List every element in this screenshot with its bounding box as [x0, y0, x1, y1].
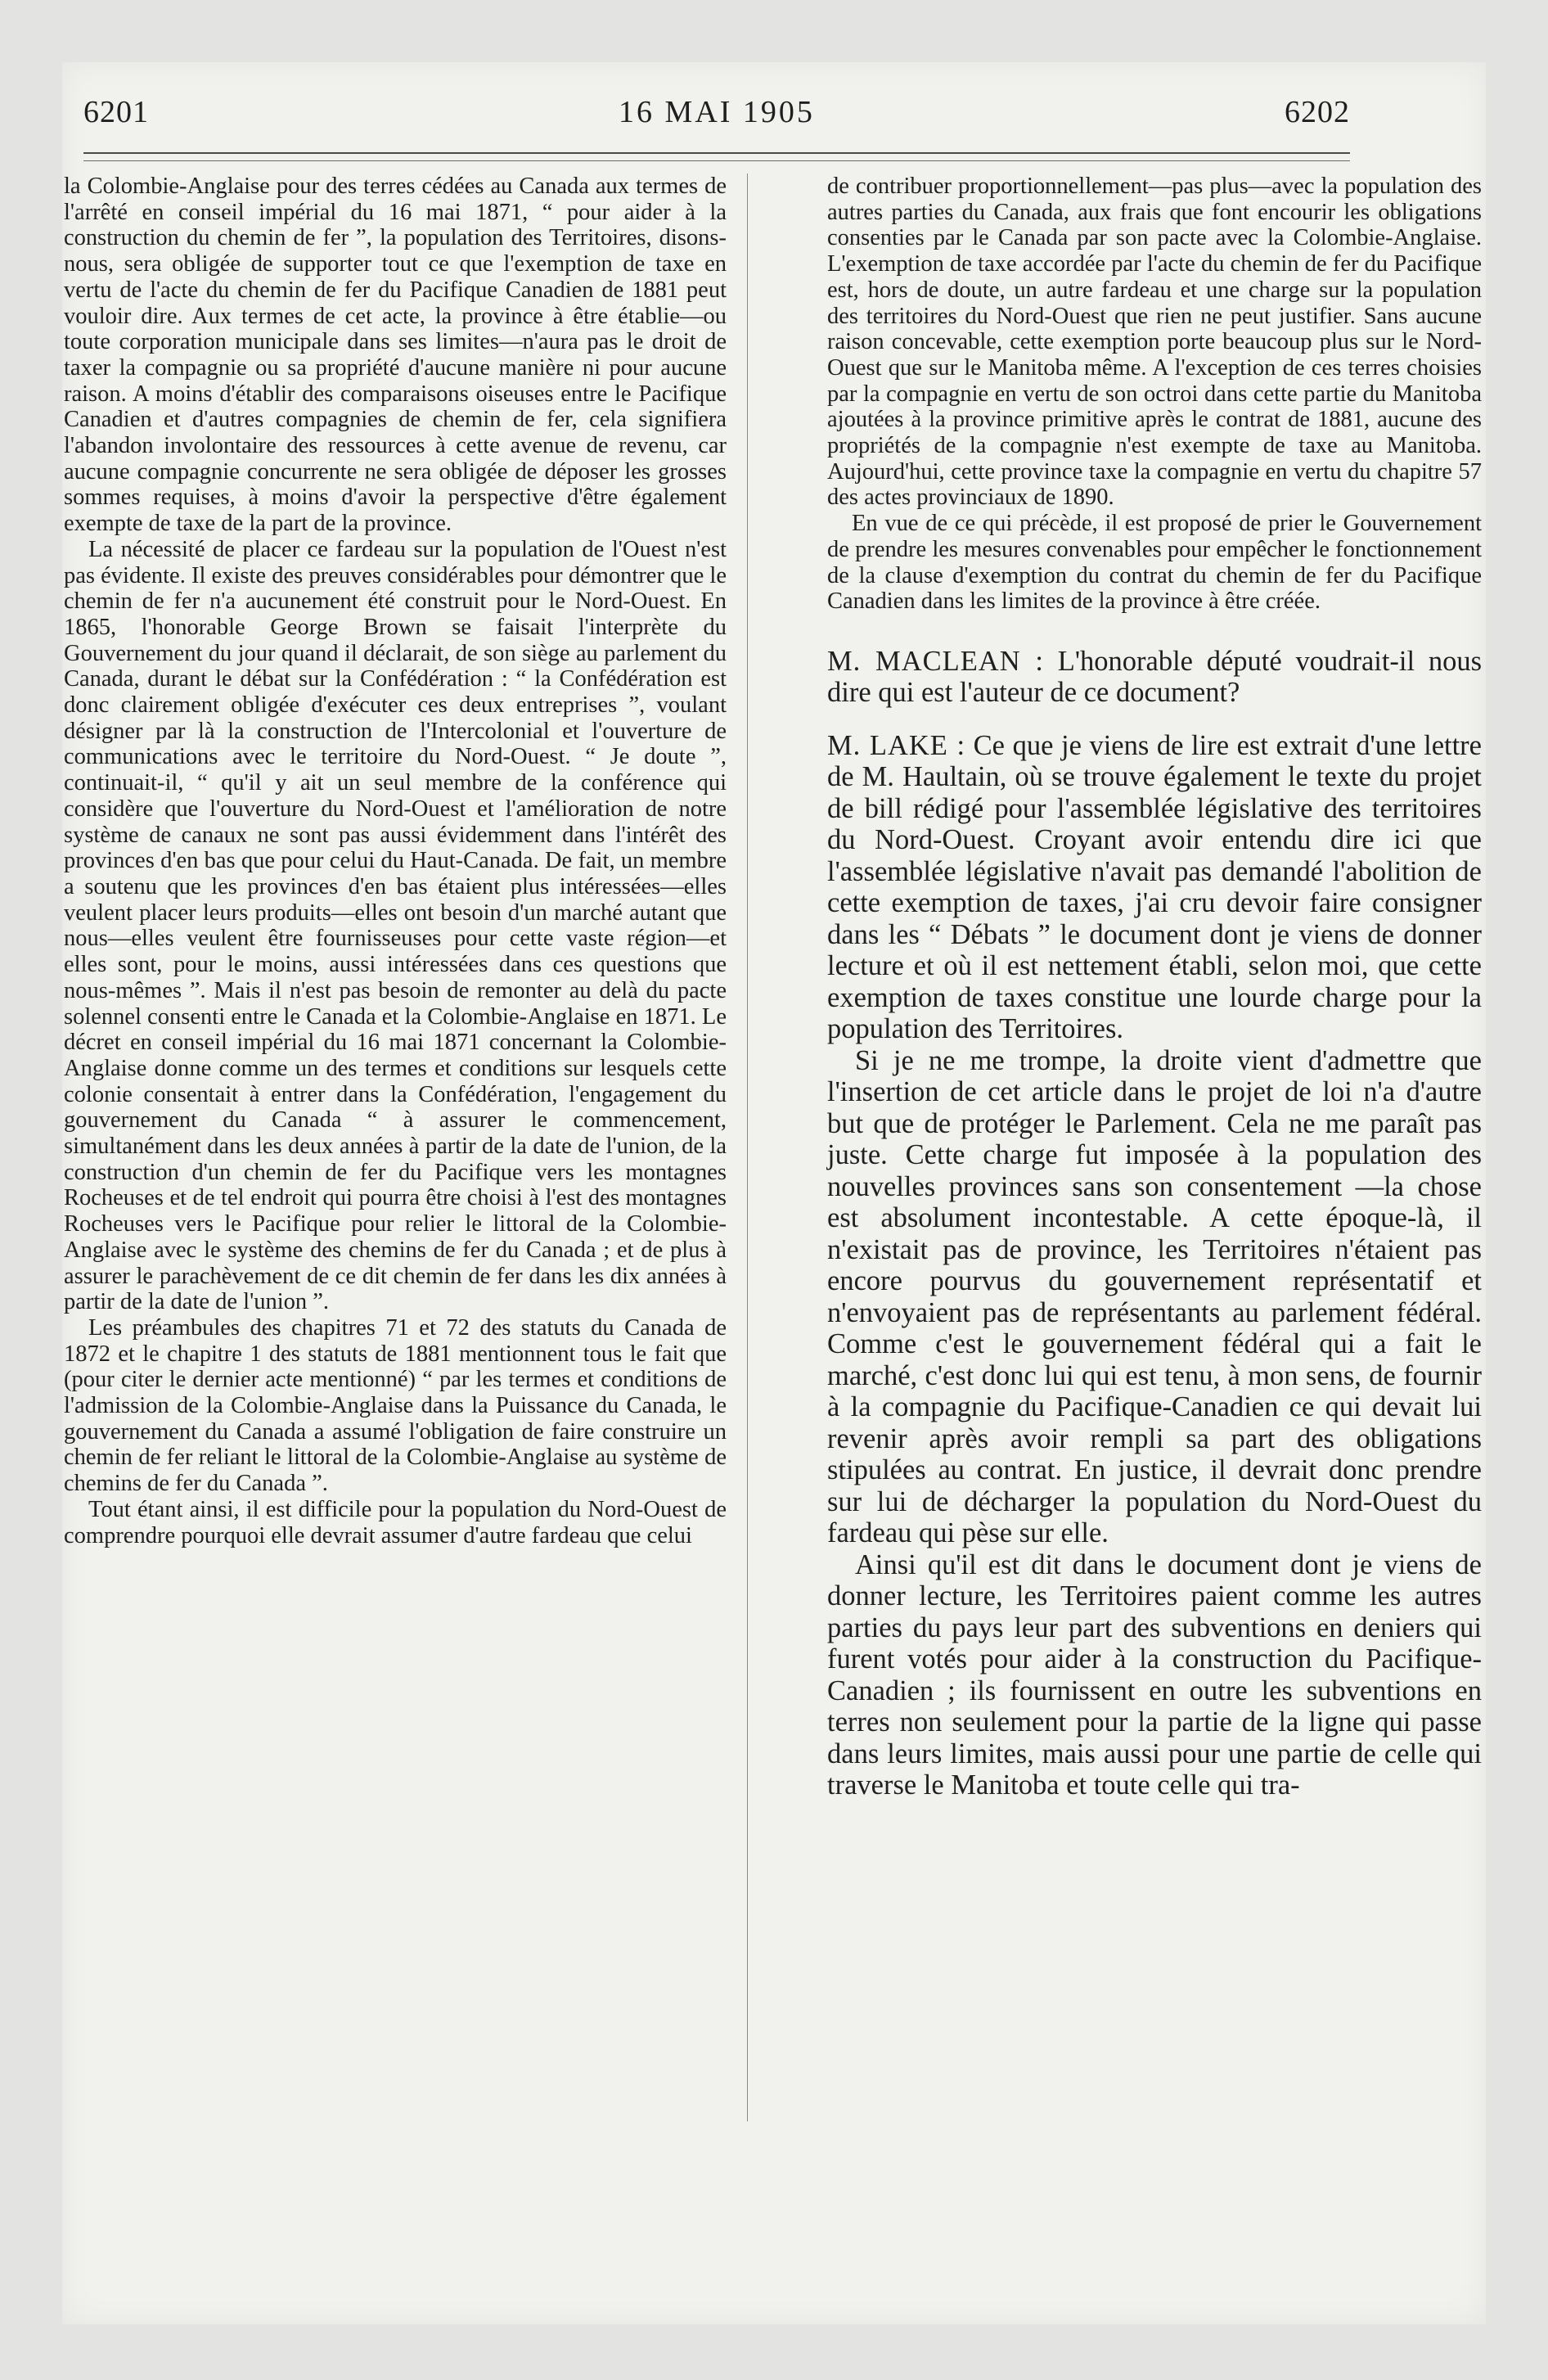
page-header — [83, 94, 1350, 135]
page-date: 16 MAI 1905 — [619, 95, 815, 129]
left-column — [64, 174, 727, 1548]
speech-lake — [827, 730, 1482, 1045]
left-paragraph-1: la Colombie-Anglaise pour des terres cédées au Canada aux termes de l'arrêté en conseil impérial du 16 mai 1871, “ pour aider à la construction du chemin de fer ”, la population des Territoires, disons-nous, sera obligée de supporter tout ce que l'exemption de taxe en vertu de l'acte du chemin de fer du Pacifique Canadien de 1881 peut vouloir dire. Aux termes de cet acte, la province à être établie—ou toute corporation municipale dans ses limites—n'aura pas le droit de taxer la compagnie ou sa propriété d'aucune manière ni pour aucune raison. A moins d'établir des comparaisons oiseuses entre le Pacifique Canadien et d'autres compagnies de chemin de fer, cela signifiera l'abandon involontaire des ressources à cette avenue de revenu, car aucune compagnie concurrente ne sera obligée de déposer les grosses sommes requises, à moins d'avoir la perspective d'être également exempte de taxe de la part de la province. — [64, 174, 727, 537]
speaker-name: M. LAKE : — [827, 729, 966, 761]
right-large-paragraph-1: Si je ne me trompe, la droite vient d'admettre que l'insertion de cet article dans le projet de loi n'a d'autre but que de protéger le Parlement. Cela ne me paraît pas juste. Cette charge fut imposée à la population des nouvelles provinces sans son consentement —la chose est absolument incontestable. A cette époque-là, il n'existait pas de province, les Territoires n'étaient pas encore pourvus du gouvernement représentatif et n'envoyaient pas de représentants au parlement fédéral. Comme c'est le gouvernement fédéral qui a fait le marché, c'est donc lui qui est tenu, à mon sens, de fournir à la compagnie du Pacifique-Canadien ce qui devait lui revenir après avoir rempli sa part des obligations stipulées au contrat. En justice, il devrait donc prendre sur lui de décharger la population du Nord-Ouest du fardeau qui pèse sur elle. — [827, 1044, 1482, 1549]
left-paragraph-4: Tout étant ainsi, il est difficile pour la population du Nord-Ouest de comprendre pourquoi elle devrait assumer d'autre fardeau que celui — [64, 1496, 727, 1548]
right-paragraph-1: de contribuer proportionnellement—pas plus—avec la population des autres parties du Canada, aux frais que font encourir les obligations consenties par le Canada par son pacte avec la Colombie-Anglaise. L'exemption de taxe accordée par l'acte du chemin de fer du Pacifique est, hors de doute, un autre fardeau et une charge sur la population des territoires du Nord-Ouest que rien ne peut justifier. Sans aucune raison concevable, cette exemption porte beaucoup plus sur le Nord-Ouest que sur le Manitoba même. A l'exception de ces terres choisies par la compagnie en vertu de son octroi dans cette partie du Manitoba ajoutées à la province primitive après le contrat de 1881, aucune des propriétés de la compagnie n'est exempte de taxe au Manitoba. Aujourd'hui, cette province taxe la compagnie en vertu du chapitre 57 des actes provinciaux de 1890. — [827, 174, 1482, 511]
right-column — [827, 174, 1482, 1801]
header-rule-top — [83, 152, 1350, 154]
speech-text: Ce que je viens de lire est extrait d'une lettre de M. Haultain, où se trouve également le texte du projet de bill rédigé pour l'assemblée législative des territoires du Nord-Ouest. Croyant avoir entendu dire ici que l'assemblée législative n'avait pas demandé l'abolition de cette exemption de taxes, j'ai cru devoir faire consigner dans les “ Débats ” le document dont je viens de donner lecture et où il est nettement établi, selon moi, que cette exemption de taxes constitue une lourde charge pour la population des Territoires. — [827, 729, 1482, 1045]
header-rule-bottom — [83, 160, 1350, 161]
left-paragraph-3: Les préambules des chapitres 71 et 72 des statuts du Canada de 1872 et le chapitre 1 des statuts de 1881 mentionnent tous le fait que (pour citer le dernier acte mentionné) “ par les termes et conditions de l'admission de la Colombie-Anglaise dans la Puissance du Canada, le gouvernement du Canada a assumé l'obligation de faire construire un chemin de fer reliant le littoral de la Colombie-Anglaise au système de chemins de fer du Canada ”. — [64, 1314, 727, 1497]
speech-text: L'honorable député voudrait-il nous dire qui est l'auteur de ce document? — [827, 645, 1483, 709]
speech-lake-continued — [827, 1045, 1482, 1801]
left-paragraph-2: La nécessité de placer ce fardeau sur la population de l'Ouest n'est pas évidente. Il existe des preuves considérables pour démontrer que le chemin de fer n'a aucunement été construit pour le Nord-Ouest. En 1865, l'honorable George Brown se faisait l'interprète du Gouvernement du jour quand il déclarait, de son siège au parlement du Canada, durant le débat sur la Confédération : “ la Confédération est donc clairement obligée d'exécuter ces deux entreprises ”, voulant désigner par là la construction de l'Intercolonial et l'ouverture de communications avec le territoire du Nord-Ouest. “ Je doute ”, continuait-il, “ qu'il y ait un seul membre de la conférence qui considère que l'ouverture du Nord-Ouest et l'amélioration de notre système de canaux ne sont pas aussi évidemment dans l'intérêt des provinces d'en bas que pour celui du Haut-Canada. De fait, un membre a soutenu que les provinces d'en bas étaient plus intéressées—elles veulent placer leurs produits—elles ont besoin d'un marché autant que nous—elles veulent être fournisseuses pour cette vaste région—et elles sont, pour le moins, aussi intéressées dans ces questions que nous-mêmes ”. Mais il n'est pas besoin de remonter au delà du pacte solennel consenti entre le Canada et la Colombie-Anglaise en 1871. Le décret en conseil impérial du 16 mai 1871 concernant la Colombie-Anglaise donne comme un des termes et conditions sur lesquels cette colonie consentait à entrer dans la Confédération, l'engagement du gouvernement du Canada “ à assurer le commencement, simultanément dans les deux années à partir de la date de l'union, de la construction d'un chemin de fer du Pacifique vers les montagnes Rocheuses et de tel endroit qui pourra être choisi à l'est des montagnes Rocheuses vers le Pacifique pour relier le littoral de la Colombie-Anglaise avec le système des chemins de fer du Canada ; et de plus à assurer le parachèvement de ce dit chemin de fer dans les dix années à partir de la date de l'union ”. — [64, 536, 727, 1315]
column-divider — [747, 174, 748, 2121]
speaker-name: M. MACLEAN : — [827, 645, 1044, 677]
page-number-left: 6201 — [83, 95, 149, 129]
right-paragraph-2: En vue de ce qui précède, il est proposé de prier le Gouvernement de prendre les mesures convenables pour empêcher le fonctionnement de la clause d'exemption du contrat du chemin de fer du Pacifique Canadien dans les limites de la province à être créée. — [827, 511, 1482, 615]
right-large-paragraph-2: Ainsi qu'il est dit dans le document dont je viens de donner lecture, les Territoires paient comme les autres parties du pays leur part des subventions en deniers qui furent votés pour aider à la construction du Pacifique-Canadien ; ils fournissent en outre les subventions en terres non seulement pour la partie de la ligne qui passe dans leurs limites, mais aussi pour une partie de celle qui traverse le Manitoba et toute celle qui tra- — [827, 1548, 1482, 1801]
page-number-right: 6202 — [1285, 95, 1350, 129]
speech-maclean — [827, 646, 1482, 709]
